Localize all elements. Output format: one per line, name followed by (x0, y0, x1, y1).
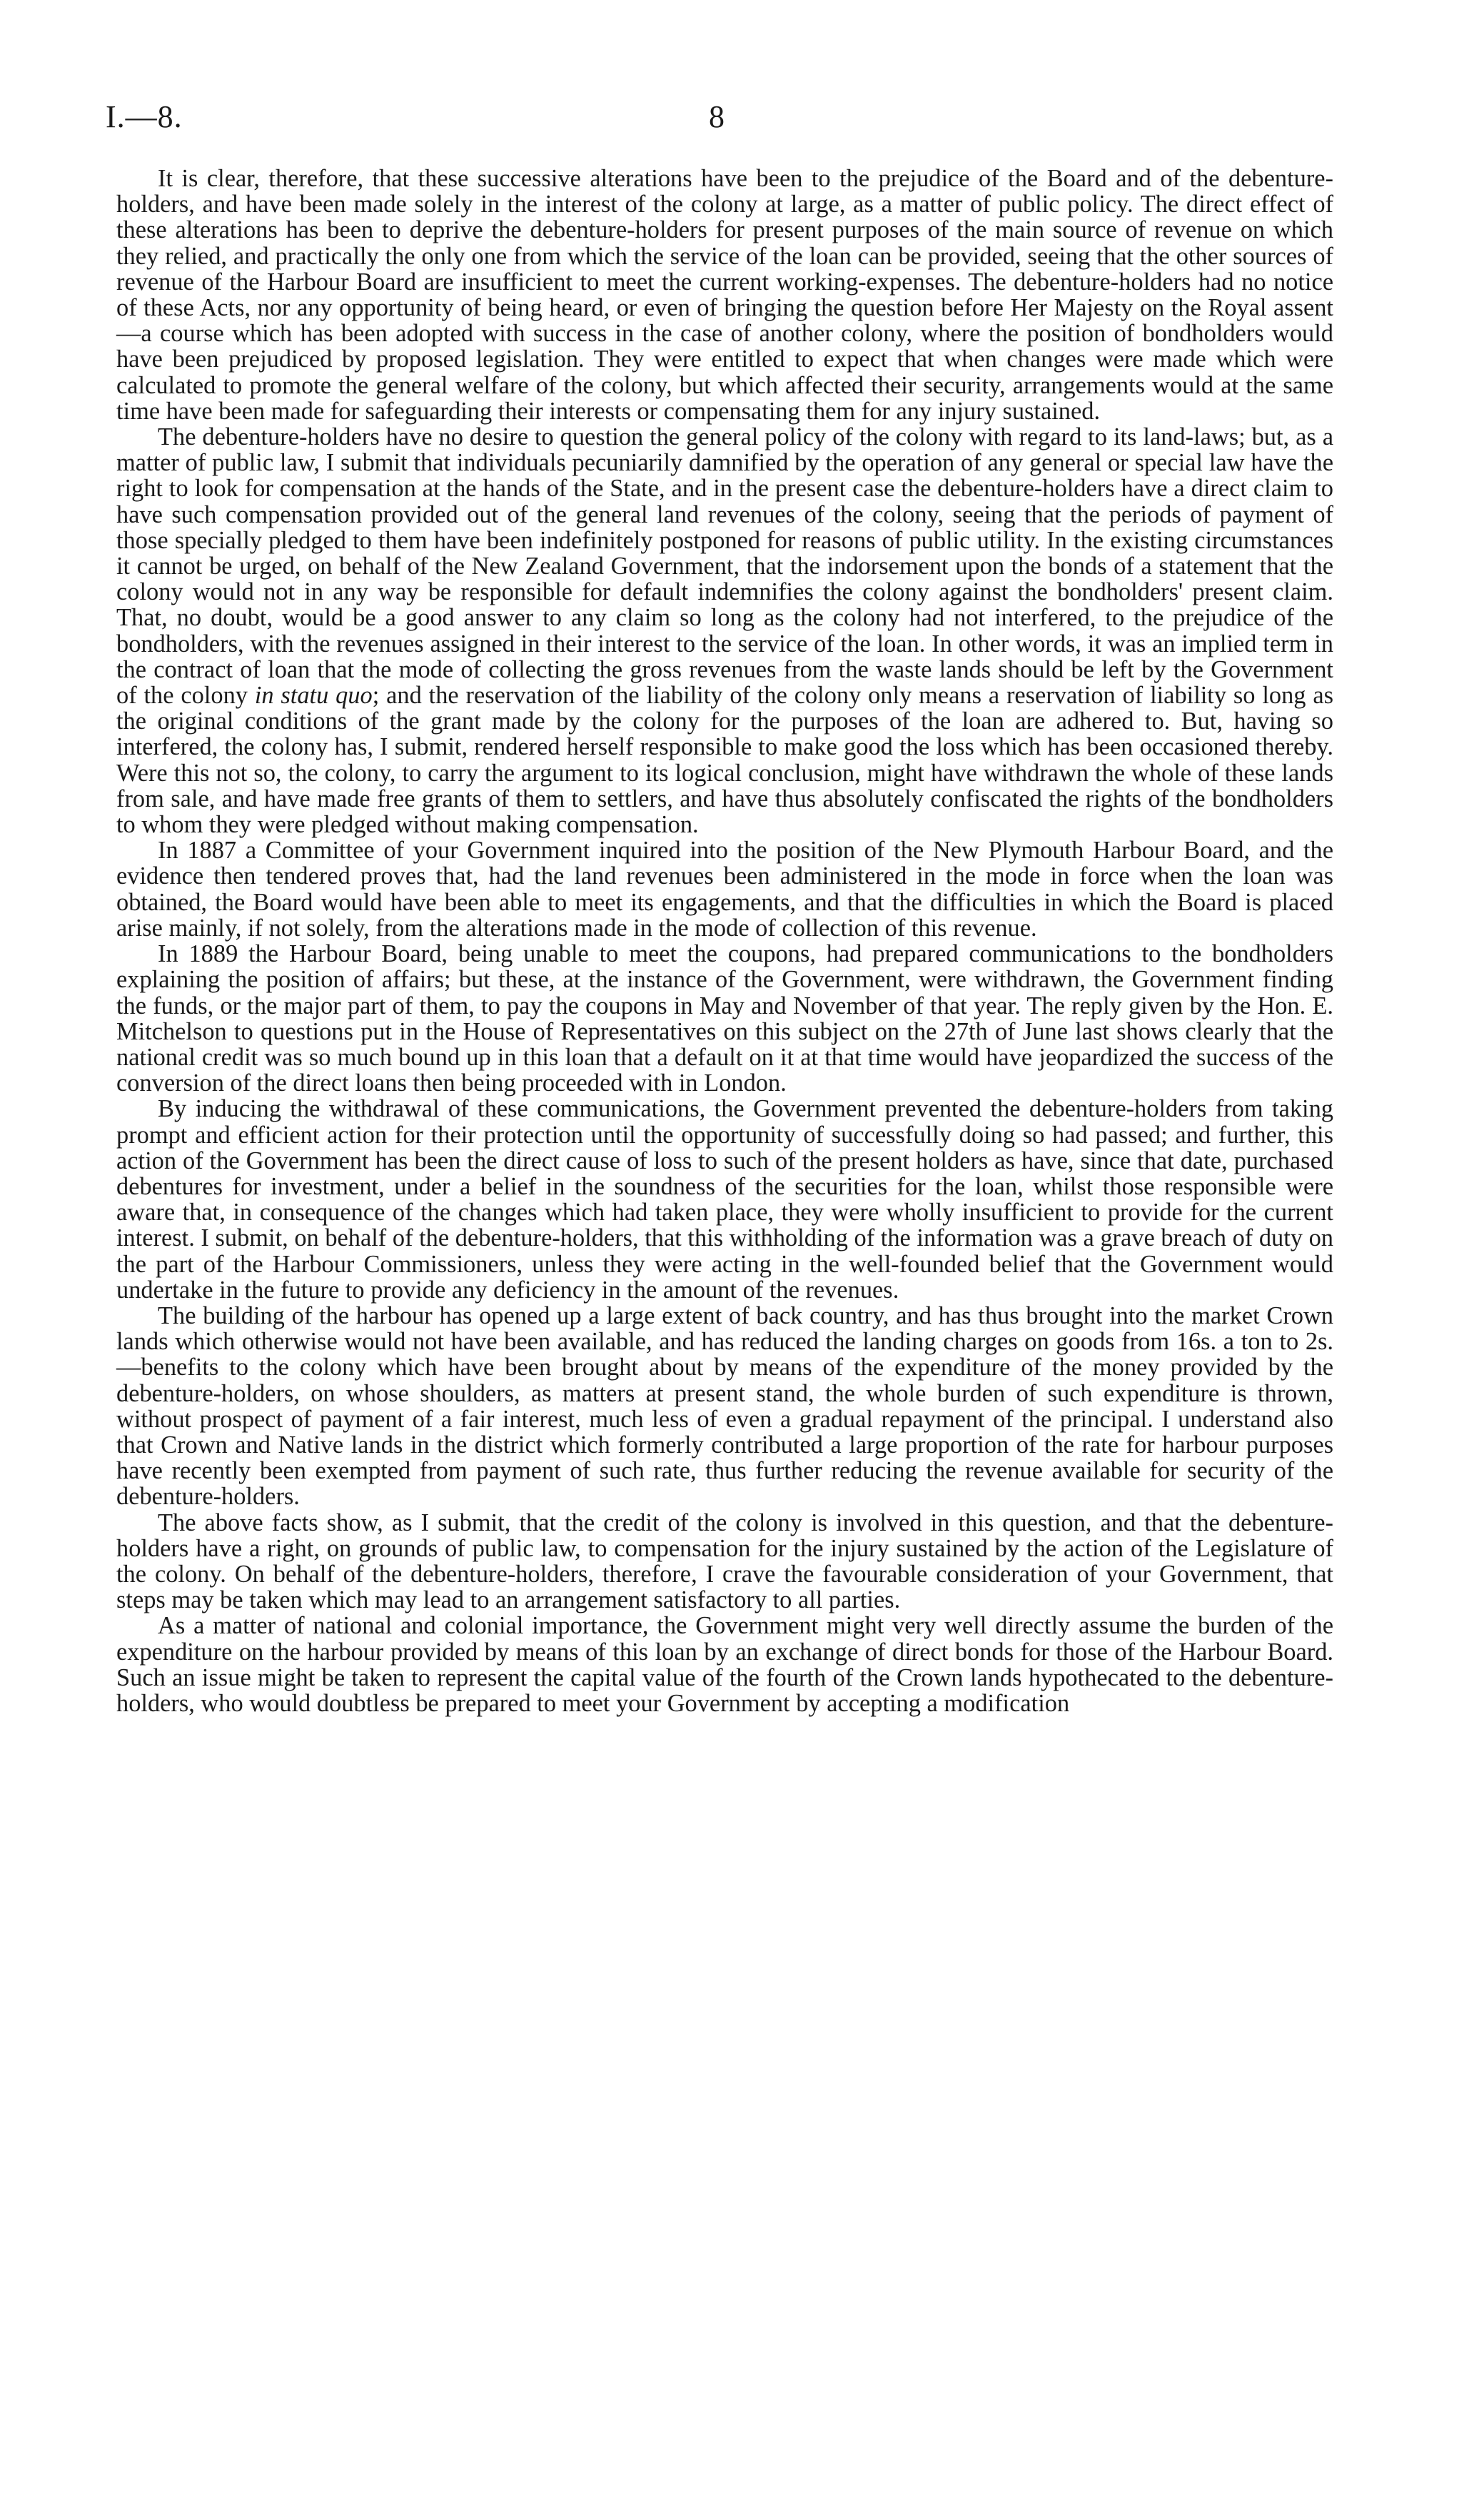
body-text (116, 166, 1333, 1716)
paragraph-2: The debenture-holders have no desire to question the general policy of the colony with regard to its land-laws; but, as a matter of public law, I submit that individuals pecuniarily damnified by the operation of any general or special law have the right to look for compensation at the hands of the State, and in the present case the debenture-holders have a direct claim to have such compensation provided out of the general land revenues of the colony, seeing that the periods of payment of those specially pledged to them have been indefinitely postponed for reasons of public utility. In the existing circumstances it cannot be urged, on behalf of the New Zealand Government, that the indorsement upon the bonds of a statement that the colony would not in any way be responsible for default indemnifies the colony against the bondholders' present claim. That, no doubt, would be a good answer to any claim so long as the colony had not interfered, to the prejudice of the bondholders, with the revenues assigned in their interest to the service of the loan. In other words, it was an implied term in the contract of loan that the mode of collecting the gross revenues from the waste lands should be left by the Government of the colony in statu quo; and the reservation of the liability of the colony only means a reservation of liability so long as the original conditions of the grant made by the colony for the purposes of the loan are adhered to. But, having so interfered, the colony has, I submit, rendered herself responsible to make good the loss which has been occasioned thereby. Were this not so, the colony, to carry the argument to its logical conclusion, might have withdrawn the whole of these lands from sale, and have made free grants of them to settlers, and have thus absolutely confiscated the rights of the bondholders to whom they were pledged without making compensation. (116, 423, 1333, 839)
paragraph-3: In 1887 a Committee of your Government inquired into the position of the New Plymouth Harbour Board, and the evidence then tendered proves that, had the land revenues been administered in the mode in force when the loan was obtained, the Board would have been able to meet its engagements, and that the difficulties in which the Board is placed arise mainly, if not solely, from the alterations made in the mode of collection of this revenue. (116, 837, 1333, 942)
paragraph-4: In 1889 the Harbour Board, being unable to meet the coupons, had prepared communications to the bondholders explaining the position of affairs; but these, at the instance of the Government, were withdrawn, the Government finding the funds, or the major part of them, to pay the coupons in May and November of that year. The reply given by the Hon. E. Mitchelson to questions put in the House of Representatives on this subject on the 27th of June last shows clearly that the national credit was so much bound up in this loan that a default on it at that time would have jeopardized the success of the conversion of the direct loans then being proceeded with in London. (116, 940, 1333, 1097)
page-header (106, 99, 1333, 141)
paragraph-7: The above facts show, as I submit, that the credit of the colony is involved in this question, and that the debenture-holders have a right, on grounds of public law, to compensation for the injury sustained by the action of the Legislature of the colony. On behalf of the debenture-holders, therefore, I crave the favourable consideration of your Government, that steps may be taken which may lead to an arrangement satisfactory to all parties. (116, 1509, 1333, 1614)
paragraph-1: It is clear, therefore, that these successive alterations have been to the prejudice of the Board and of the debenture-holders, and have been made solely in the interest of the colony at large, as a matter of public policy. The direct effect of these alterations has been to deprive the debenture-holders for present purposes of the main source of revenue on which they relied, and practically the only one from which the service of the loan can be provided, seeing that the other sources of revenue of the Harbour Board are insufficient to meet the current working-expenses. The debenture-holders had no notice of these Acts, nor any opportunity of being heard, or even of bringing the question before Her Majesty on the Royal assent—a course which has been adopted with success in the case of another colony, where the position of bondholders would have been prejudiced by proposed legislation. They were entitled to expect that when changes were made which were calculated to promote the general welfare of the colony, but which affected their security, arrangements would at the same time have been made for safeguarding their interests or compensating them for any injury sustained. (116, 165, 1333, 425)
paragraph-8: As a matter of national and colonial importance, the Government might very well directly assume the burden of the expenditure on the harbour provided by means of this loan by an exchange of direct bonds for those of the Harbour Board. Such an issue might be taken to represent the capital value of the fourth of the Crown lands hypothecated to the debenture-holders, who would doubtless be prepared to meet your Government by accepting a modification (116, 1612, 1333, 1717)
latin-phrase: in statu quo (254, 682, 373, 710)
page-number: 8 (709, 99, 725, 134)
paragraph-6: The building of the harbour has opened up a large extent of back country, and has thus brought into the market Crown lands which otherwise would not have been available, and has reduced the landing charges on goods from 16s. a ton to 2s.—benefits to the colony which have been brought about by means of the expenditure of the money provided by the debenture-holders, on whose shoulders, as matters at present stand, the whole burden of such expenditure is thrown, without prospect of payment of a fair interest, much less of even a gradual repayment of the principal. I understand also that Crown and Native lands in the district which formerly contributed a large proportion of the rate for harbour purposes have recently been exempted from payment of such rate, thus further reducing the revenue available for security of the debenture-holders. (116, 1301, 1333, 1511)
document-reference: I.—8. (106, 99, 183, 134)
paragraph-5: By inducing the withdrawal of these communications, the Government prevented the debenture-holders from taking prompt and efficient action for their protection until the opportunity of successfully doing so had passed; and further, this action of the Government has been the direct cause of loss to such of the present holders as have, since that date, purchased debentures for investment, under a belief in the soundness of the securities for the loan, whilst those responsible were aware that, in consequence of the changes which had taken place, they were wholly insufficient to provide for the current interest. I submit, on behalf of the debenture-holders, that this withholding of the information was a grave breach of duty on the part of the Harbour Commissioners, unless they were acting in the well-founded belief that the Government would undertake in the future to provide any deficiency in the amount of the revenues. (116, 1095, 1333, 1304)
